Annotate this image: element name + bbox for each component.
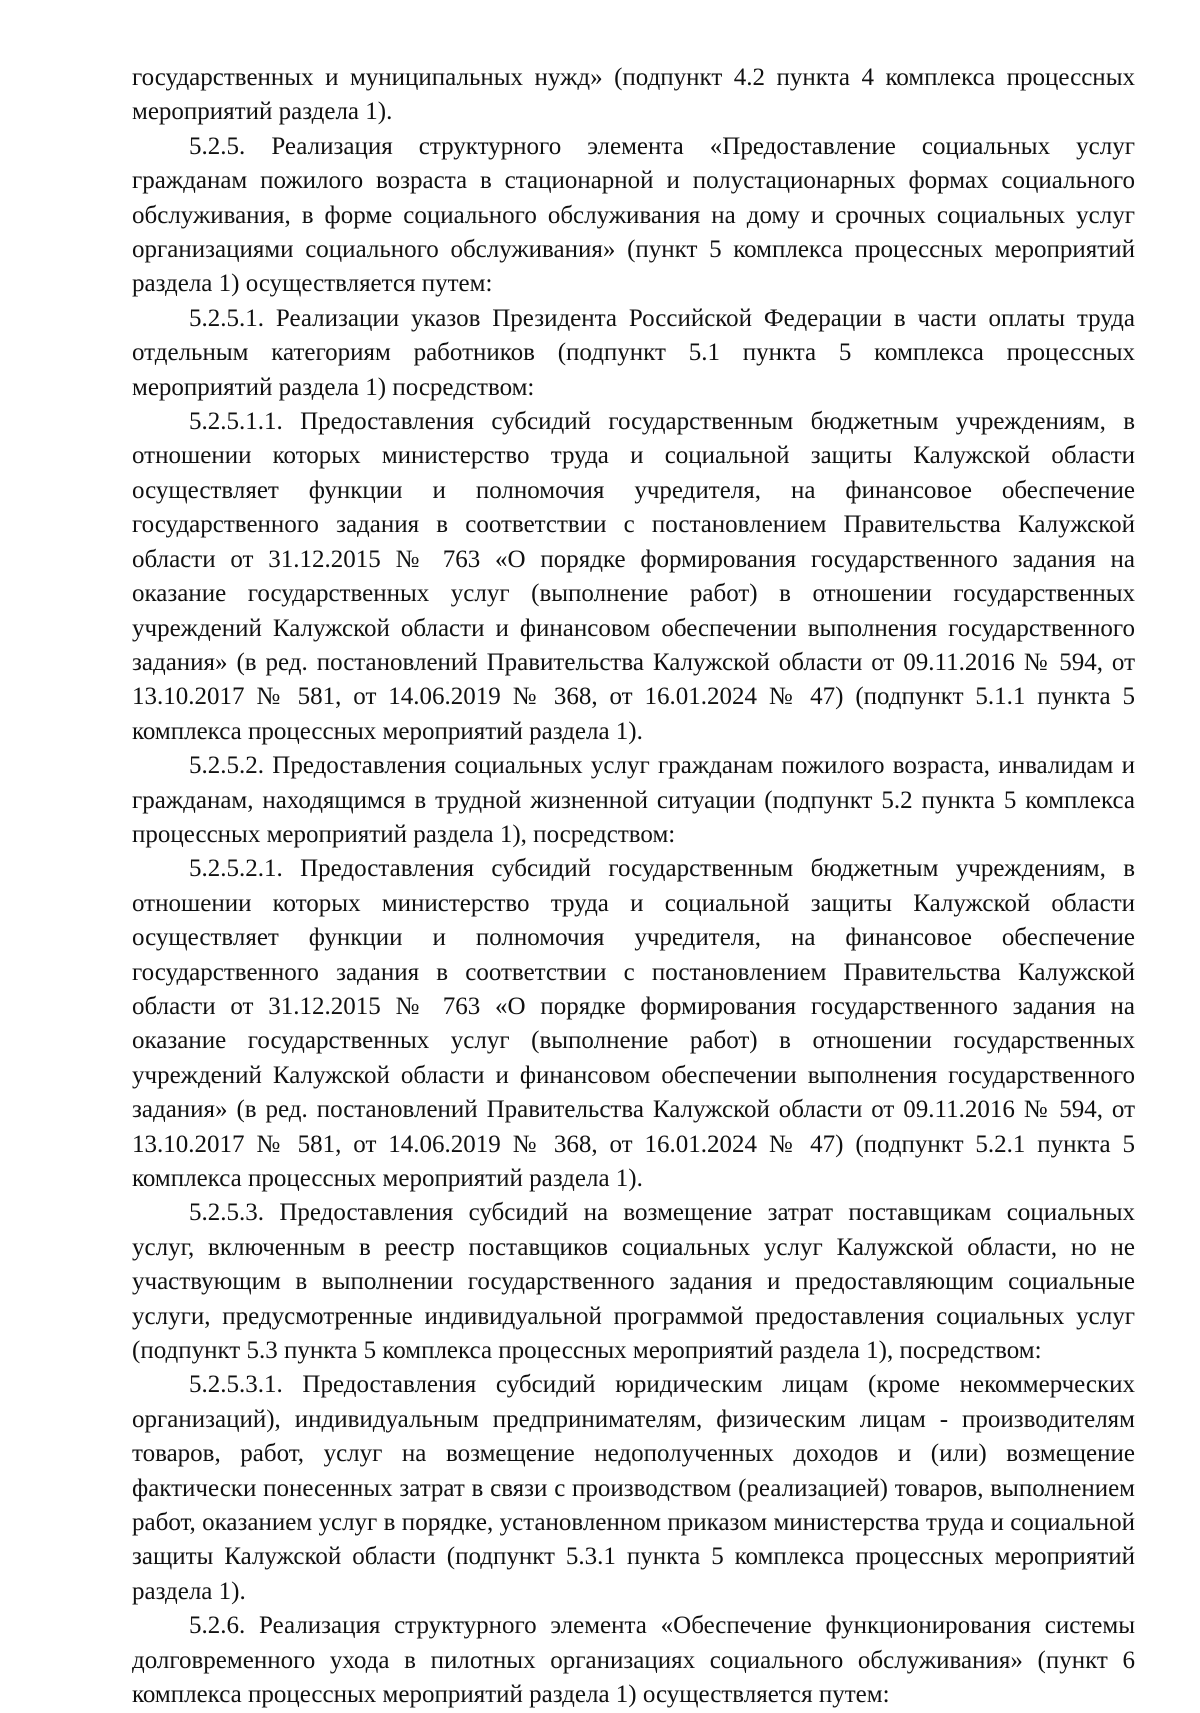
paragraph-5-2-5-3: 5.2.5.3. Предоставления субсидий на возмещение затрат поставщикам социальных услуг, включенным в реестр поставщиков социальных услуг Калужской области, но не участвующим в выполнении государственного задания и предоставляющим социальные услуги, предусмотренные индивидуальной программой предоставления социальных услуг (подпункт 5.3 пункта 5 комплекса процессных мероприятий раздела 1), посредством: [132, 1199, 1135, 1365]
paragraph-5-2-5-3-1: 5.2.5.3.1. Предоставления субсидий юридическим лицам (кроме некоммерческих организаций), индивидуальным предпринимателям, физическим лицам - производителям товаров, работ, услуг на возмещение недополученных доходов и (или) возмещение фактически понесенных затрат в связи с производством (реализацией) товаров, выполнением работ, оказанием услуг в порядке, установленном приказом министерства труда и социальной защиты Калужской области (подпункт 5.3.1 пункта 5 комплекса процессных мероприятий раздела 1). [132, 1371, 1135, 1605]
paragraph-5-2-5: 5.2.5. Реализация структурного элемента «Предоставление социальных услуг гражданам пожилого возраста в стационарной и полустационарных формах социального обслуживания, в форме социального обслуживания на дому и срочных социальных услуг организациями социального обслуживания» (пункт 5 комплекса процессных мероприятий раздела 1) осуществляется путем: [132, 132, 1135, 298]
paragraph-5-2-6: 5.2.6. Реализация структурного элемента «Обеспечение функционирования системы долговременного ухода в пилотных организациях социального обслуживания» (пункт 6 комплекса процессных мероприятий раздела 1) осуществляется путем: [132, 1612, 1135, 1709]
paragraph-continuation: государственных и муниципальных нужд» (подпункт 4.2 пункта 4 комплекса процессных мероприятий раздела 1). [132, 64, 1135, 126]
paragraph-5-2-5-1: 5.2.5.1. Реализации указов Президента Российской Федерации в части оплаты труда отдельным категориям работников (подпункт 5.1 пункта 5 комплекса процессных мероприятий раздела 1) посредством: [132, 304, 1135, 401]
paragraph-5-2-5-2: 5.2.5.2. Предоставления социальных услуг гражданам пожилого возраста, инвалидам и гражданам, находящимся в трудной жизненной ситуации (подпункт 5.2 пункта 5 комплекса процессных мероприятий раздела 1), посредством: [132, 752, 1135, 848]
document-page [132, 61, 1135, 1713]
paragraph-5-2-5-2-1: 5.2.5.2.1. Предоставления субсидий государственным бюджетным учреждениям, в отношении которых министерство труда и социальной защиты Калужской области осуществляет функции и полномочия учредителя, на финансовое обеспечение государственного задания в соответствии с постановлением Правительства Калужской области от 31.12.2015 № 763 «О порядке формирования государственного задания на оказание государственных услуг (выполнение работ) в отношении государственных учреждений Калужской области и финансовом обеспечении выполнения государственного задания» (в ред. постановлений Правительства Калужской области от 09.11.2016 № 594, от 13.10.2017 № 581, от 14.06.2019 № 368, от 16.01.2024 № 47) (подпункт 5.2.1 пункта 5 комплекса процессных мероприятий раздела 1). [132, 855, 1135, 1192]
paragraph-5-2-5-1-1: 5.2.5.1.1. Предоставления субсидий государственным бюджетным учреждениям, в отношении которых министерство труда и социальной защиты Калужской области осуществляет функции и полномочия учредителя, на финансовое обеспечение государственного задания в соответствии с постановлением Правительства Калужской области от 31.12.2015 № 763 «О порядке формирования государственного задания на оказание государственных услуг (выполнение работ) в отношении государственных учреждений Калужской области и финансовом обеспечении выполнения государственного задания» (в ред. постановлений Правительства Калужской области от 09.11.2016 № 594, от 13.10.2017 № 581, от 14.06.2019 № 368, от 16.01.2024 № 47) (подпункт 5.1.1 пункта 5 комплекса процессных мероприятий раздела 1). [132, 408, 1135, 745]
